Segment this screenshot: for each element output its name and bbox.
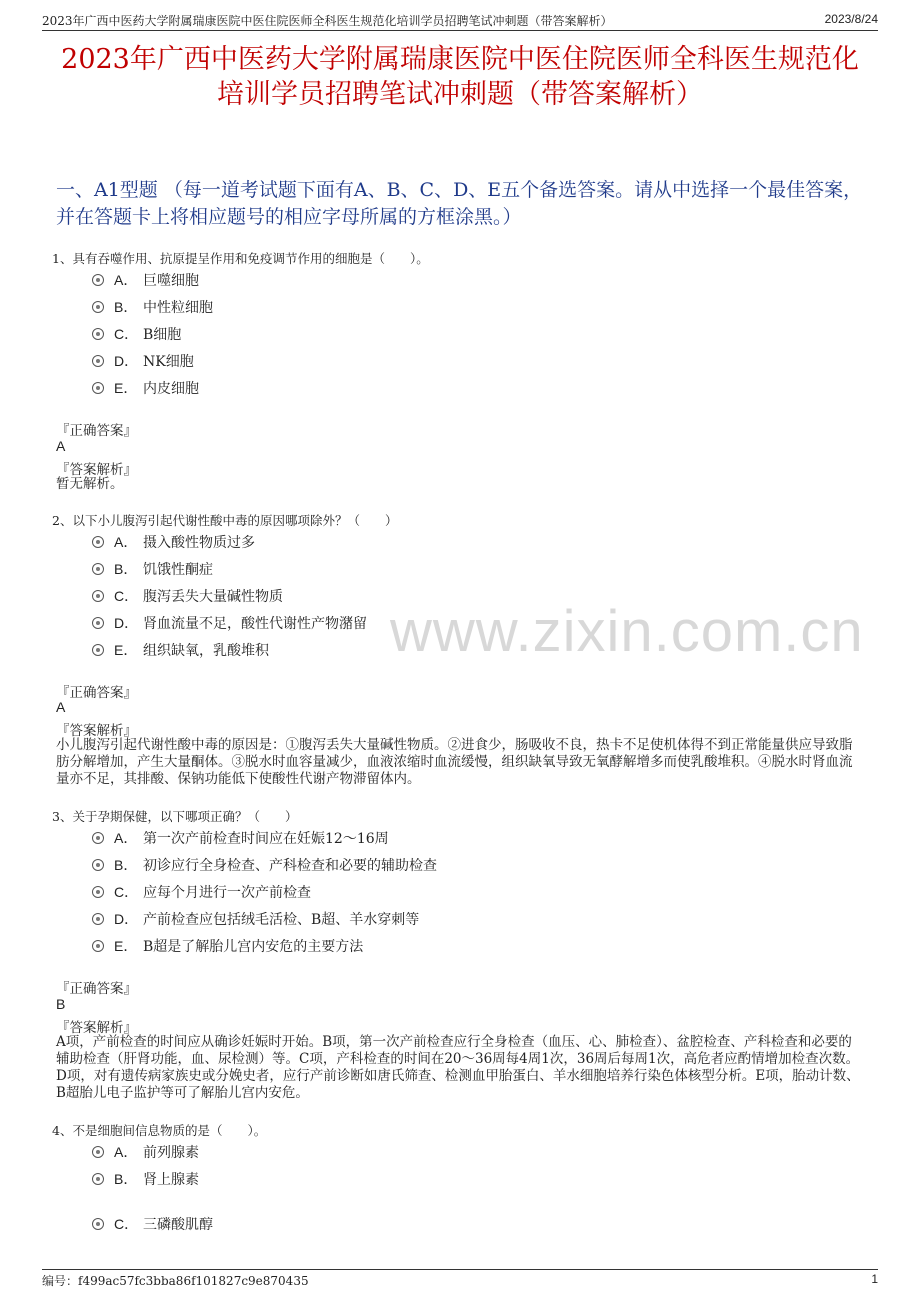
radio-icon[interactable] bbox=[92, 536, 104, 548]
option-text: B超是了解胎儿宫内安危的主要方法 bbox=[143, 939, 364, 955]
option-letter: B． bbox=[114, 561, 138, 577]
option-letter: E． bbox=[114, 380, 138, 396]
radio-icon[interactable] bbox=[92, 1146, 104, 1158]
option-letter: C． bbox=[114, 884, 139, 900]
question-stem: 4、不是细胞间信息物质的是（ ）。 bbox=[52, 1123, 267, 1138]
radio-icon[interactable] bbox=[92, 590, 104, 602]
option-text: 腹泻丢失大量碱性物质 bbox=[143, 589, 283, 605]
analysis-text: A项，产前检查的时间应从确诊妊娠时开始。B项，第一次产前检查应行全身检查（血压、心、肺检查）、盆腔检查、产科检查和必要的辅助检查（肝肾功能，血、尿检测）等。C项，产科检查的时间在20～36周每4周1次，36周后每周1次，高危者应酌情增加检查次数。D项，对有遗传病家族史或分娩史者，应行产前诊断如唐氏筛查、检测血甲胎蛋白、羊水细胞培养行染色体核型分析。E项，胎动计数、B超胎儿电子监护等可了解胎儿宫内安危。 bbox=[56, 1034, 860, 1101]
page-number: 1 bbox=[871, 1272, 878, 1286]
radio-icon[interactable] bbox=[92, 301, 104, 313]
header-rule bbox=[42, 30, 878, 31]
option-letter: C． bbox=[114, 326, 139, 342]
option-letter: D． bbox=[114, 615, 139, 631]
radio-icon[interactable] bbox=[92, 355, 104, 367]
radio-icon[interactable] bbox=[92, 328, 104, 340]
analysis-text: 小儿腹泻引起代谢性酸中毒的原因是：①腹泻丢失大量碱性物质。②进食少，肠吸收不良，热卡不足使机体得不到正常能量供应导致脂肪分解增加，产生大量酮体。③脱水时血容量减少，血液浓缩时血流缓慢，组织缺氧导致无氧酵解增多而使乳酸堆积。④脱水时肾血流量亦不足，其排酸、保钠功能低下使酸性代谢产物滞留体内。 bbox=[56, 737, 853, 787]
option-letter: A． bbox=[114, 272, 138, 288]
radio-icon[interactable] bbox=[92, 886, 104, 898]
analysis-text: 暂无解析。 bbox=[56, 476, 124, 492]
radio-icon[interactable] bbox=[92, 274, 104, 286]
analysis-label: 『答案解析』 bbox=[56, 1020, 137, 1036]
radio-icon[interactable] bbox=[92, 913, 104, 925]
option-text: 应每个月进行一次产前检查 bbox=[143, 885, 311, 901]
option-text: 组织缺氧，乳酸堆积 bbox=[143, 643, 269, 659]
option-text: 前列腺素 bbox=[143, 1145, 199, 1161]
question-stem: 2、以下小儿腹泻引起代谢性酸中毒的原因哪项除外？（ ） bbox=[52, 513, 398, 528]
option-text: 产前检查应包括绒毛活检、B超、羊水穿刺等 bbox=[143, 912, 420, 928]
analysis-label: 『答案解析』 bbox=[56, 723, 137, 739]
option-letter: B． bbox=[114, 299, 138, 315]
option-letter: A． bbox=[114, 830, 138, 846]
option-letter: E． bbox=[114, 938, 138, 954]
option-text: B细胞 bbox=[143, 327, 182, 343]
option-text: NK细胞 bbox=[143, 354, 194, 370]
option-letter: D． bbox=[114, 911, 139, 927]
option-text: 饥饿性酮症 bbox=[143, 562, 213, 578]
option-text: 三磷酸肌醇 bbox=[143, 1217, 213, 1233]
header-date: 2023/8/24 bbox=[824, 12, 878, 26]
answer-value: B bbox=[56, 996, 66, 1012]
radio-icon[interactable] bbox=[92, 382, 104, 394]
option-text: 中性粒细胞 bbox=[143, 300, 213, 316]
radio-icon[interactable] bbox=[92, 644, 104, 656]
radio-icon[interactable] bbox=[92, 563, 104, 575]
header-title: 2023年广西中医药大学附属瑞康医院中医住院医师全科医生规范化培训学员招聘笔试冲刺题（带答案解析） bbox=[42, 14, 613, 28]
analysis-label: 『答案解析』 bbox=[56, 462, 137, 478]
document-id: 编号：f499ac57fc3bba86f101827c9e870435 bbox=[42, 1274, 309, 1288]
option-text: 肾上腺素 bbox=[143, 1172, 199, 1188]
option-letter: C． bbox=[114, 588, 139, 604]
option-text: 巨噬细胞 bbox=[143, 273, 199, 289]
option-text: 肾血流量不足，酸性代谢性产物潴留 bbox=[143, 616, 367, 632]
option-text: 初诊应行全身检查、产科检查和必要的辅助检查 bbox=[143, 858, 437, 874]
radio-icon[interactable] bbox=[92, 859, 104, 871]
section-heading: 一、A1型题 （每一道考试题下面有A、B、C、D、E五个备选答案。请从中选择一个最佳答案，并在答题卡上将相应题号的相应字母所属的方框涂黑。） bbox=[56, 179, 863, 228]
radio-icon[interactable] bbox=[92, 1173, 104, 1185]
option-letter: B． bbox=[114, 1171, 138, 1187]
option-text: 内皮细胞 bbox=[143, 381, 199, 397]
footer-rule bbox=[42, 1269, 878, 1270]
option-letter: B． bbox=[114, 857, 138, 873]
radio-icon[interactable] bbox=[92, 832, 104, 844]
answer-value: A bbox=[56, 699, 66, 715]
radio-icon[interactable] bbox=[92, 1218, 104, 1230]
option-letter: C． bbox=[114, 1216, 139, 1232]
watermark: www.zixin.com.cn bbox=[390, 599, 864, 664]
answer-label: 『正确答案』 bbox=[56, 423, 137, 439]
answer-value: A bbox=[56, 438, 66, 454]
option-letter: A． bbox=[114, 534, 138, 550]
question-stem: 3、关于孕期保健，以下哪项正确？（ ） bbox=[52, 809, 298, 824]
answer-label: 『正确答案』 bbox=[56, 981, 137, 997]
option-text: 第一次产前检查时间应在妊娠12～16周 bbox=[143, 831, 389, 847]
option-letter: A． bbox=[114, 1144, 138, 1160]
option-letter: E． bbox=[114, 642, 138, 658]
page-header bbox=[42, 12, 878, 32]
page-title: 2023年广西中医药大学附属瑞康医院中医住院医师全科医生规范化培训学员招聘笔试冲刺题（带答案解析） bbox=[61, 44, 859, 110]
option-letter: D． bbox=[114, 353, 139, 369]
radio-icon[interactable] bbox=[92, 940, 104, 952]
radio-icon[interactable] bbox=[92, 617, 104, 629]
option-text: 摄入酸性物质过多 bbox=[143, 535, 255, 551]
question-stem: 1、具有吞噬作用、抗原提呈作用和免疫调节作用的细胞是（ ）。 bbox=[52, 251, 429, 266]
answer-label: 『正确答案』 bbox=[56, 685, 137, 701]
